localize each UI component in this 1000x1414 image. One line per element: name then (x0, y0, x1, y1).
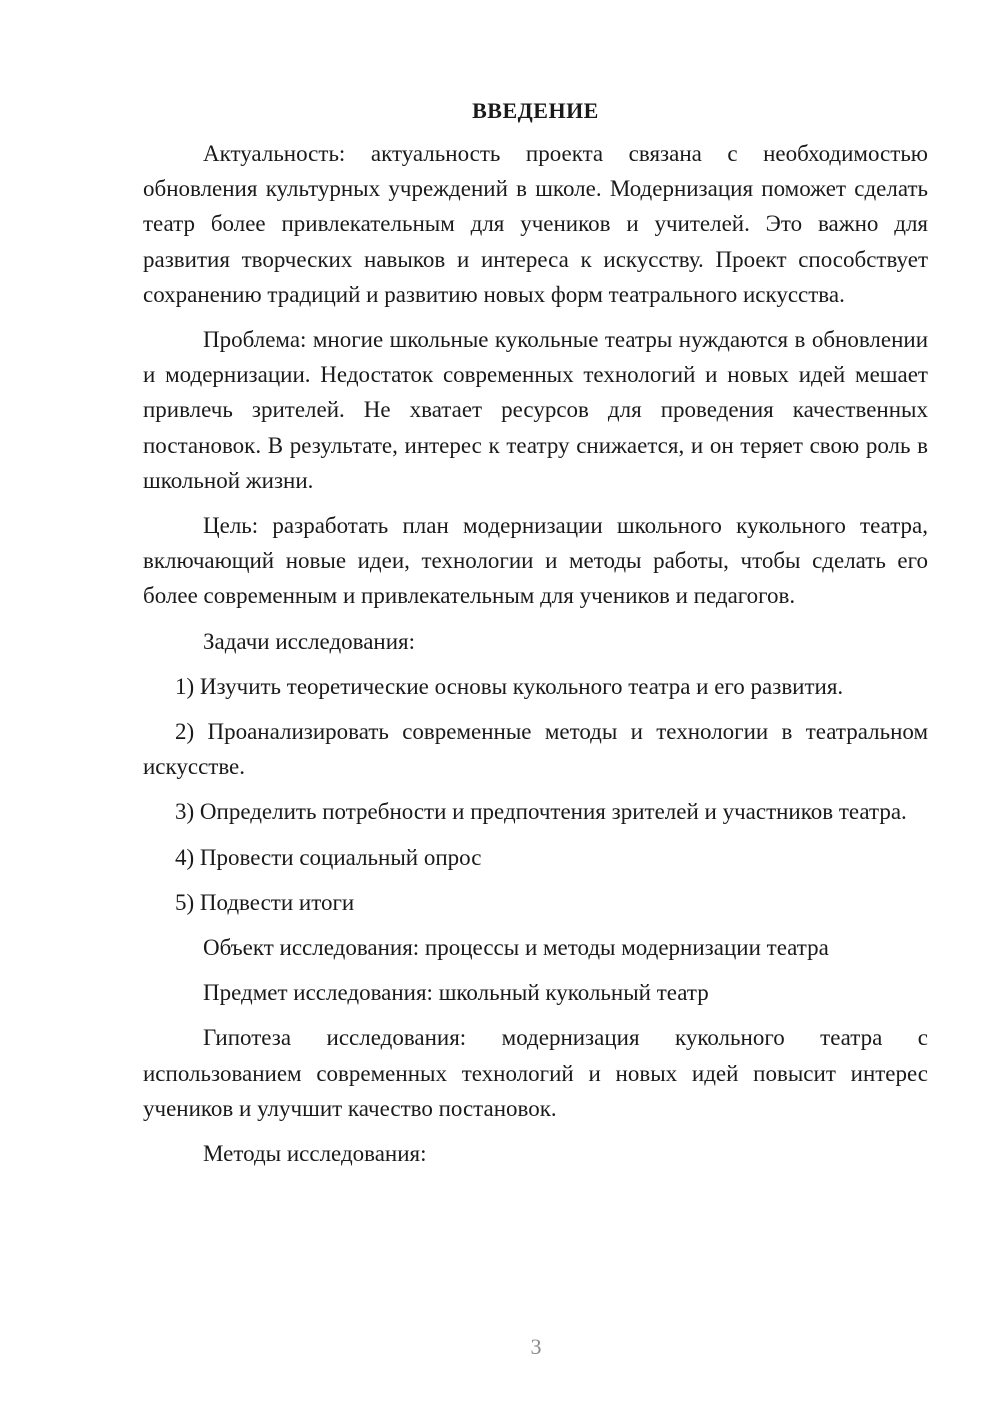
methods-heading: Методы исследования: (203, 1141, 427, 1167)
task-item: 2) Проанализировать современные методы и технологии в театральном искусстве. (143, 719, 928, 780)
section-title: ВВЕДЕНИЕ (472, 98, 599, 123)
task-item: 1) Изучить теоретические основы кукольного театра и его развития. (175, 673, 844, 699)
task-item: 5) Подвести итоги (175, 889, 355, 915)
relevance-paragraph: Актуальность: актуальность проекта связана с необходимостью обновления культурных учреждений в школе. Модернизация поможет сделать театр более привлекательным для учеников и учителей. Это важно для развития творческих навыков и интереса к искусству. Проект способствует сохранению традиций и развитию новых форм театрального искусства. (143, 141, 928, 307)
page-number: 3 (530, 1334, 542, 1359)
document-page (143, 96, 928, 1181)
task-item: 4) Провести социальный опрос (175, 844, 482, 870)
problem-paragraph: Проблема: многие школьные кукольные театры нуждаются в обновлении и модернизации. Недостаток современных технологий и новых идей мешает привлечь зрителей. Не хватает ресурсов для проведения качественных постановок. В результате, интерес к театру снижается, и он теряет свою роль в школьной жизни. (143, 327, 928, 493)
object-paragraph: Объект исследования: процессы и методы модернизации театра (203, 935, 829, 961)
hypothesis-paragraph: Гипотеза исследования: модернизация кукольного театра с использованием современных технологий и новых идей повысит интерес учеников и улучшит качество постановок. (143, 1025, 928, 1121)
goal-paragraph: Цель: разработать план модернизации школьного кукольного театра, включающий новые идеи, технологии и методы работы, чтобы сделать его более современным и привлекательным для учеников и педагогов. (143, 513, 928, 609)
tasks-heading: Задачи исследования: (203, 628, 416, 654)
task-item: 3) Определить потребности и предпочтения зрителей и участников театра. (175, 799, 907, 825)
subject-paragraph: Предмет исследования: школьный кукольный театр (203, 980, 709, 1006)
